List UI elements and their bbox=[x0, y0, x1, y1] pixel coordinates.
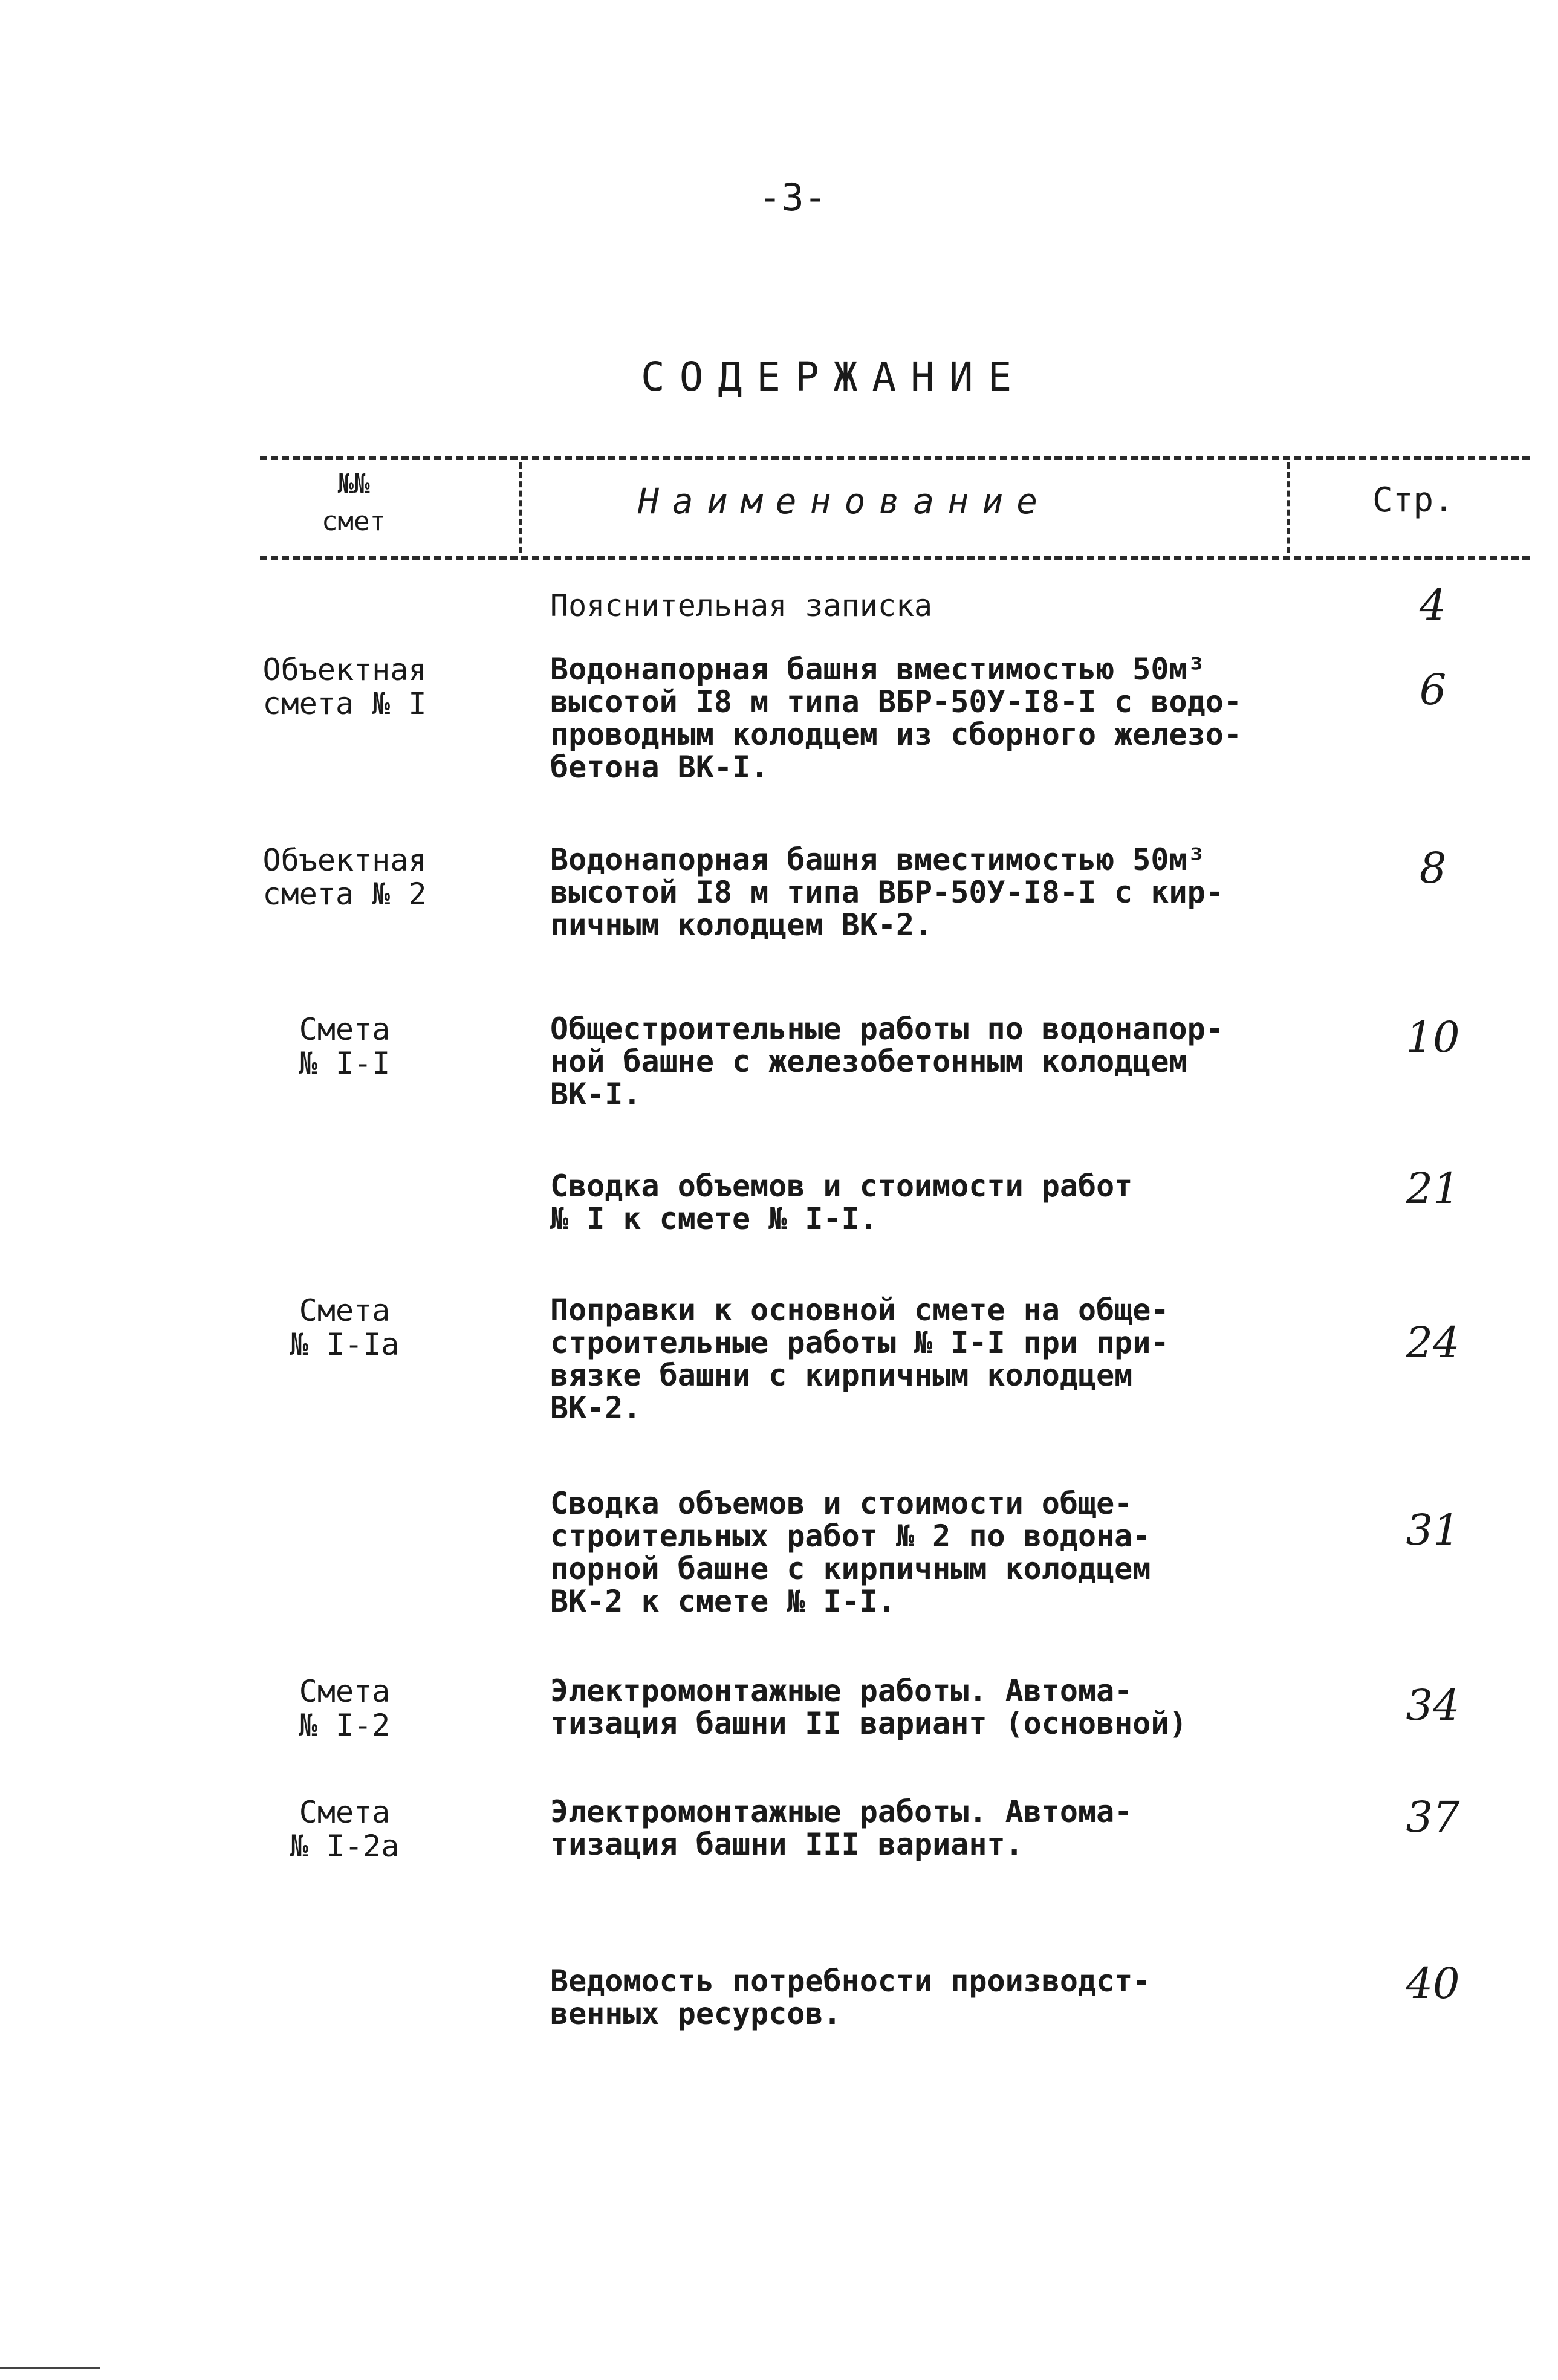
row-name: Водонапорная башня вместимостью 50м³ высотой I8 м типа ВБР-50У-I8-I с водо- проводным колодцем из сборного железо- бетона ВК-I. bbox=[550, 652, 1242, 785]
row-page: 8 bbox=[1419, 843, 1447, 893]
header-column-divider-2 bbox=[1287, 462, 1290, 553]
header-estimate-number bbox=[305, 465, 402, 540]
document-title: СОДЕРЖАНИЕ bbox=[641, 354, 1027, 400]
row-name: Сводка объемов и стоимости работ № I к смете № I-I. bbox=[550, 1169, 1133, 1236]
row-page: 31 bbox=[1406, 1505, 1460, 1555]
header-column-divider-1 bbox=[519, 462, 522, 553]
row-name: Пояснительная записка bbox=[550, 588, 933, 623]
header-top-rule bbox=[260, 456, 1530, 460]
row-name: Ведомость потребности производст- венных ресурсов. bbox=[550, 1963, 1151, 2031]
row-code: Объектная смета № I bbox=[262, 652, 427, 721]
row-code: Смета № I-2 bbox=[299, 1674, 391, 1743]
row-page: 40 bbox=[1406, 1959, 1460, 2008]
page-number: -3- bbox=[759, 175, 826, 219]
row-page: 34 bbox=[1406, 1681, 1460, 1730]
row-code: Смета № I-2а bbox=[290, 1795, 400, 1864]
row-page: 10 bbox=[1406, 1013, 1460, 1062]
row-page: 37 bbox=[1406, 1792, 1460, 1842]
row-name: Поправки к основной смете на обще- строительные работы № I-I при при- вязке башни с кирпичным колодцем ВК-2. bbox=[550, 1292, 1169, 1425]
row-code: Объектная смета № 2 bbox=[262, 843, 427, 912]
row-page: 4 bbox=[1419, 580, 1447, 630]
row-name: Электромонтажные работы. Автома- тизация башни III вариант. bbox=[550, 1794, 1133, 1862]
row-code: Смета № I-I bbox=[299, 1012, 391, 1081]
bottom-margin-line bbox=[0, 2367, 100, 2369]
row-name: Водонапорная башня вместимостью 50м³ высотой I8 м типа ВБР-50У-I8-I с кир- пичным колодцем ВК-2. bbox=[550, 842, 1224, 942]
row-page: 6 bbox=[1419, 665, 1447, 715]
row-page: 21 bbox=[1406, 1164, 1460, 1213]
header-bottom-rule bbox=[260, 556, 1530, 560]
row-name: Сводка объемов и стоимости обще- строительных работ № 2 по водона- порной башне с кирпичным колодцем ВК-2 к смете № I-I. bbox=[550, 1486, 1151, 1619]
row-name: Электромонтажные работы. Автома- тизация башни II вариант (основной) bbox=[550, 1673, 1187, 1741]
header-name: Наименование bbox=[638, 481, 1051, 522]
header-page: Стр. bbox=[1372, 481, 1454, 520]
header-estimate-number-text: №№ смет bbox=[322, 469, 386, 537]
row-name: Общестроительные работы по водонапор- ной башне с железобетонным колодцем ВК-I. bbox=[550, 1011, 1224, 1112]
row-page: 24 bbox=[1406, 1318, 1460, 1367]
row-code: Смета № I-Iа bbox=[290, 1293, 400, 1362]
